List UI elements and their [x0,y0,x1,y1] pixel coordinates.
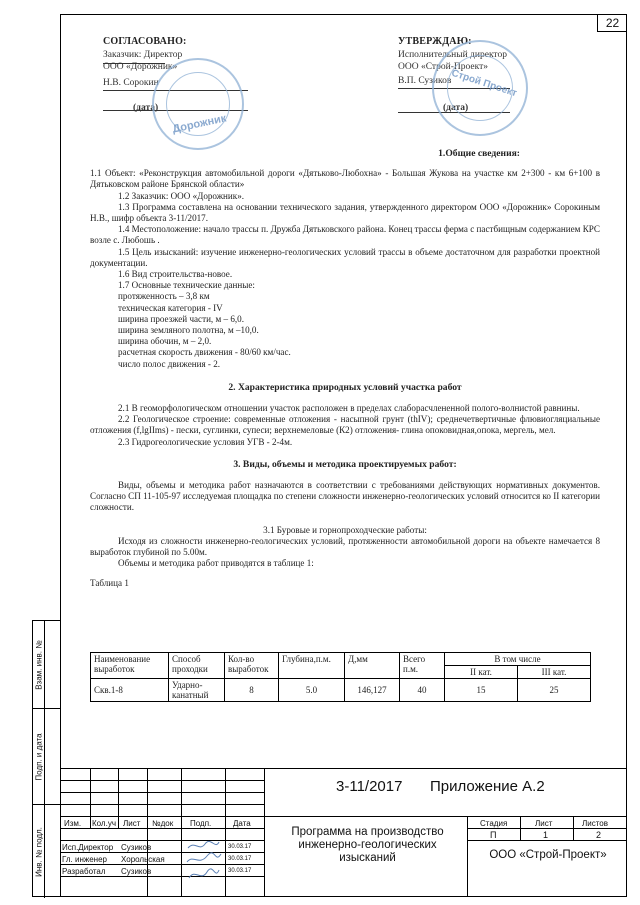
td-total: 40 [400,679,445,702]
tech-item: ширина проезжей части, м – 6,0. [118,313,244,324]
table-row [91,679,591,702]
tech-item: протяженность – 3,8 км [118,291,210,302]
para-2-3: 2.3 Гидрогеологические условия УГВ - 2-4м. [118,436,293,447]
para-2-1: 2.1 В геоморфологическом отношении участок расположен в пределах слаборасчлененной полого-волнистой равнины. [118,403,580,414]
th-cat2: II кат. [445,666,518,679]
side-cell-podp [33,709,61,805]
tech-item: ширина земляного полотна, м –10,0. [118,325,259,336]
approval-right-heading: УТВЕРЖДАЮ: [398,36,472,47]
doc-title: Программа на производство инженерно-геологических изысканий [291,826,444,864]
side-stamp [32,620,60,897]
tech-list [90,291,600,369]
col-podp: Подп. [190,819,212,828]
document-body [90,148,600,589]
section3-title: 3. Виды, объемы и методика проектируемых работ: [233,458,457,470]
sheets-label: Листов [582,819,608,828]
para-1-4: 1.4 Местоположение: начало трассы п. Дружба Дятьковского района. Конец трассы ферма с пастбищным содержанием КРС возле с. Любошь . [90,224,600,246]
approval-left-date: (дата) [133,103,159,113]
table-caption: Таблица 1 [90,577,129,588]
tech-item: расчетная скорость движения - 80/60 км/час. [118,347,291,358]
works-table [90,652,591,702]
col-izm: Изм. [64,819,82,828]
para-1-5: 1.5 Цель изысканий: изучение инженерно-геологических условий трассы в объеме достаточном для разработки проектной документации. [90,246,600,268]
td-cat3: 25 [518,679,591,702]
col-list: Лист [123,819,141,828]
side-cell-inv [33,805,61,898]
sheets-value: 2 [596,830,602,840]
th-diameter: Д,мм [345,653,400,679]
doc-code: 3-11/2017 [336,778,403,795]
tech-item: ширина обочин, м – 2,0. [118,336,212,347]
col-kolvo: Кол.уч [92,819,116,828]
para-1-3: 1.3 Программа составлена на основании технического задания, утвержденного директором ООО «Дорожник» Сорокиным Н.В., шифр объекта 3-11/2017. [90,201,600,224]
row-date: 30.03.17 [228,844,252,850]
stamp-right-text: Строй Проект [449,67,519,100]
th-method: Способ проходки [169,653,225,679]
td-count: 8 [225,679,279,702]
para-3-1a: Исходя из сложности инженерно-геологических условий, протяженности автомобильной дороги на объекте намечается 8 выработок глубиной по 5.00м. [90,535,600,558]
section2-title: 2. Характеристика природных условий участка работ [228,381,462,393]
stage-value: П [490,830,497,840]
col-ndok: №док [152,819,174,828]
row-date: 30.03.17 [228,856,252,862]
row-name: Сузиков [121,843,152,852]
row-date: 30.03.17 [228,868,252,874]
side-cell-vzam [33,621,61,709]
subsection-3-1: 3.1 Буровые и горнопроходческие работы: [263,524,427,535]
td-name: Скв.1-8 [91,679,169,702]
appendix-label: Приложение А.2 [430,778,545,795]
para-3-1b: Объемы и методика работ приводятся в таблице 1: [118,558,314,569]
row-name: Сузиков [121,867,152,876]
approval-right-line2: ООО «Строй-Проект» [398,62,489,72]
td-method: Ударно-канатный [169,679,225,702]
stage-label: Стадия [480,819,508,828]
para-3-intro: Виды, объемы и методика работ назначаются в соответствии с требованиями действующих нормативных документов. Согласно СП 11-105-97 исследуемая площадка по степени сложности инженерно-геологических условий относится ко II категории сложности. [90,480,600,513]
side-label-vzam: Взам. инв. № [34,639,43,690]
section1-title: 1.Общие сведения: [438,148,520,159]
page-number: 22 [597,14,627,32]
para-1-7: 1.7 Основные технические данные: [118,280,255,291]
signature-marks [185,838,223,894]
th-depth: Глубина,п.м. [279,653,345,679]
sheet-label: Лист [535,819,553,828]
row-name: Хорольская [121,855,165,864]
th-name: Наименование выработок [91,653,169,679]
approval-right-name: В.П. Сузиков [398,75,452,86]
approval-right-line1: Исполнительный директор [398,49,507,60]
th-incl: В том числе [445,653,591,666]
col-data: Дата [233,819,251,828]
para-1-1: 1.1 Объект: «Реконструкция автомобильной дороги «Дятьково-Любохна» - Большая Жукова на участке км 2+300 - км 6+100 в Дятьковском районе Брянской области» [90,168,600,190]
th-cat3: III кат. [518,666,591,679]
para-1-6: 1.6 Вид строительства-новое. [118,269,233,280]
th-count: Кол-во выработок [225,653,279,679]
tech-item: число полос движения - 2. [118,358,221,369]
para-1-2: 1.2 Заказчик: ООО «Дорожник». [118,190,245,201]
side-label-podp: Подп. и дата [34,732,43,781]
approval-left-heading: СОГЛАСОВАНО: [103,36,187,47]
row-role: Исп.Директор [62,843,114,852]
td-diameter: 146,127 [345,679,400,702]
approval-left-line1: Заказчик: Директор [103,49,183,60]
approval-right-date: (дата) [443,103,469,113]
td-depth: 5.0 [279,679,345,702]
sheet-value: 1 [543,830,549,840]
th-total: Всего п.м. [400,653,445,679]
organization-name: ООО «Строй-Проект» [489,849,607,861]
row-role: Гл. инженер [62,855,107,864]
approval-left-name: Н.В. Сорокин [103,77,159,88]
tech-item: техническая категория - IV [118,302,223,313]
approval-left-line2: ООО «Дорожник» [103,62,178,72]
td-cat2: 15 [445,679,518,702]
side-label-inv: Инв. № подл. [34,826,43,877]
para-2-2: 2.2 Геологическое строение: современные отложения - насыпной грунт (thIV); среднечетвертичные флювиогляциальные отложения (f,lgIIms) - пески, суглинки, супеси; верхнемеловые (К2) отложения- глина опоковидная,опока, мергель, мел. [90,414,600,436]
stamp-left-text: Дорожник [171,112,228,136]
row-role: Разработал [62,867,106,876]
